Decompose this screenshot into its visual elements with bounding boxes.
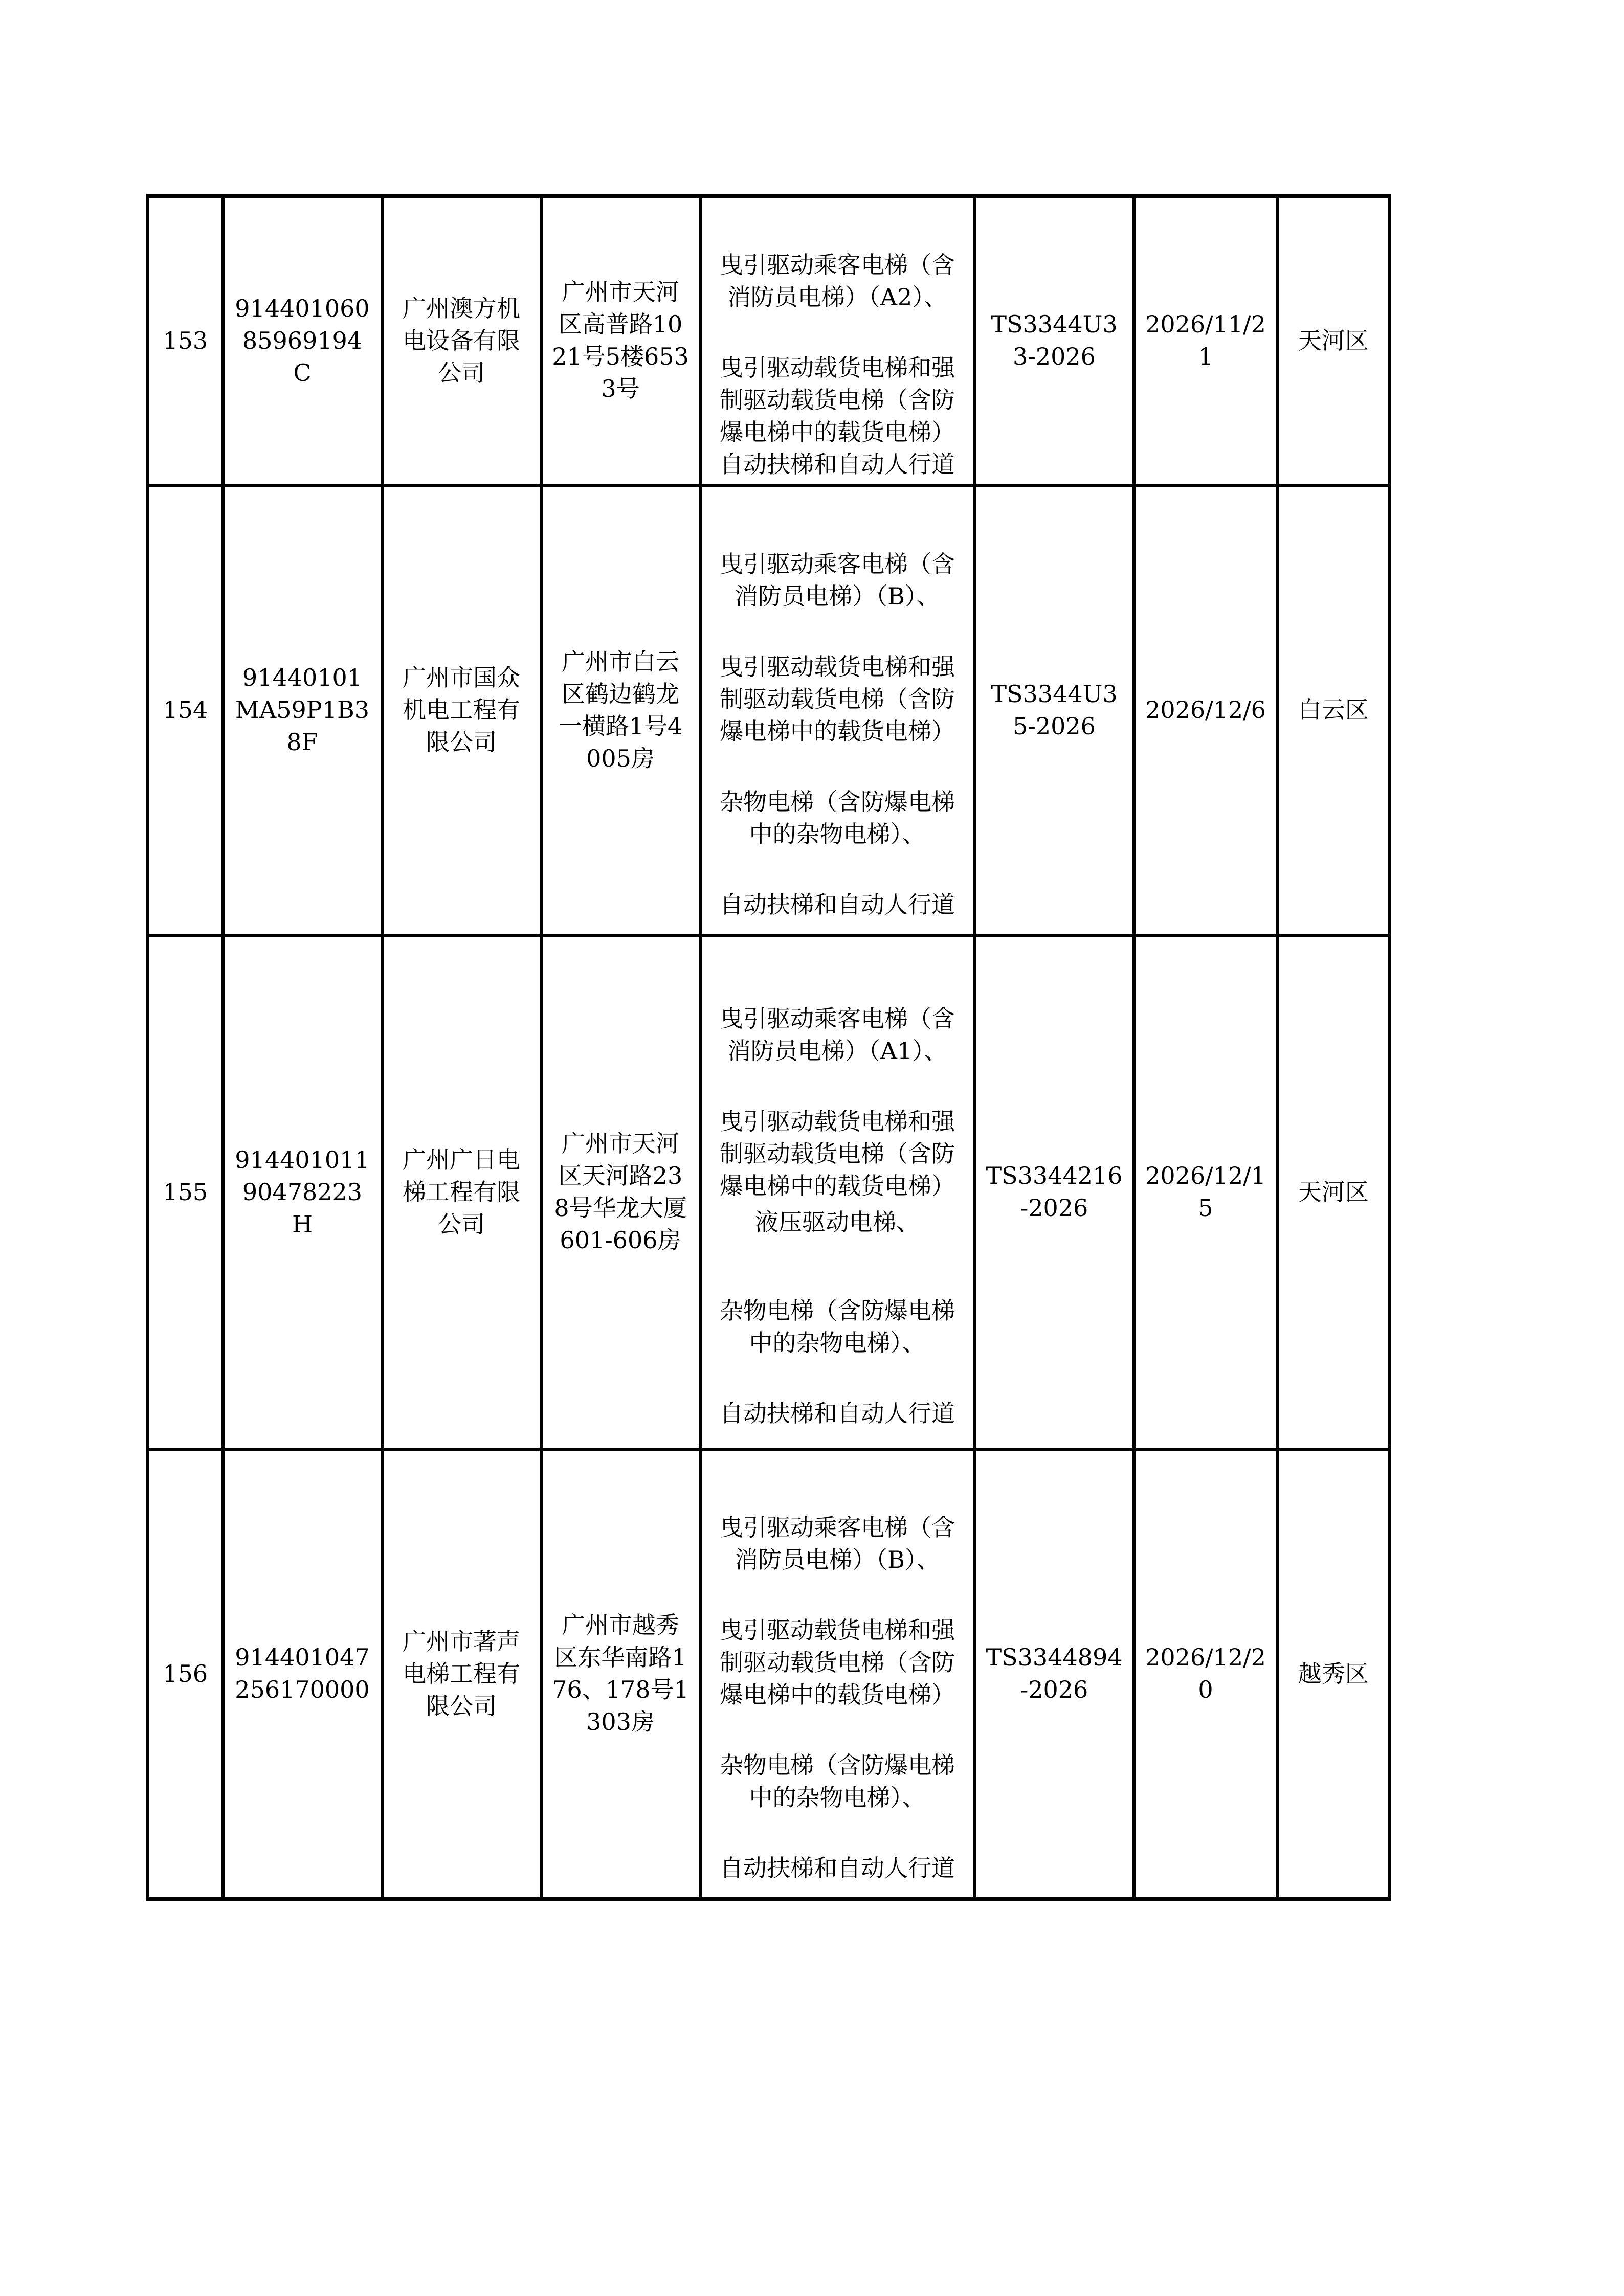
company-address: 广州市天河区高普路1021号5楼6533号 bbox=[541, 196, 700, 485]
row-number: 156 bbox=[148, 1449, 223, 1899]
expiry-date: 2026/11/21 bbox=[1134, 196, 1278, 485]
scope-item: 曳引驱动乘客电梯（含消防员电梯）（B）、 bbox=[720, 550, 955, 610]
district: 天河区 bbox=[1278, 196, 1390, 485]
license-number: TS3344U33-2026 bbox=[975, 196, 1134, 485]
expiry-date: 2026/12/6 bbox=[1134, 485, 1278, 935]
credit-code: 91440101190478223H bbox=[223, 935, 382, 1449]
license-number: TS3344216-2026 bbox=[975, 935, 1134, 1449]
expiry-date: 2026/12/20 bbox=[1134, 1449, 1278, 1899]
company-address: 广州市天河区天河路238号华龙大厦601-606房 bbox=[541, 935, 700, 1449]
scope-item: 曳引驱动载货电梯和强制驱动载货电梯（含防爆电梯中的载货电梯） bbox=[720, 1108, 955, 1200]
credit-code: 91440101MA59P1B38F bbox=[223, 485, 382, 935]
district: 白云区 bbox=[1278, 485, 1390, 935]
company-name: 广州市著声电梯工程有限公司 bbox=[382, 1449, 541, 1899]
scope-item: 杂物电梯（含防爆电梯中的杂物电梯）、 bbox=[720, 1751, 955, 1812]
scope-item: 曳引驱动乘客电梯（含消防员电梯）（A2）、 bbox=[720, 251, 955, 311]
scope-item: 自动扶梯和自动人行道 bbox=[720, 890, 955, 918]
table-body bbox=[148, 196, 1390, 1899]
license-scope bbox=[700, 1449, 975, 1899]
license-scope bbox=[700, 196, 975, 485]
company-name: 广州广日电梯工程有限公司 bbox=[382, 935, 541, 1449]
table-row bbox=[148, 935, 1390, 1449]
license-number: TS3344U35-2026 bbox=[975, 485, 1134, 935]
row-number: 155 bbox=[148, 935, 223, 1449]
license-number: TS3344894-2026 bbox=[975, 1449, 1134, 1899]
scope-item: 自动扶梯和自动人行道 bbox=[720, 1400, 955, 1427]
scope-item: 曳引驱动载货电梯和强制驱动载货电梯（含防爆电梯中的载货电梯） bbox=[720, 1616, 955, 1709]
expiry-date: 2026/12/15 bbox=[1134, 935, 1278, 1449]
table-row bbox=[148, 1449, 1390, 1899]
scope-item: 自动扶梯和自动人行道 bbox=[720, 1854, 955, 1882]
scope-item: 曳引驱动乘客电梯（含消防员电梯）（B）、 bbox=[720, 1514, 955, 1574]
credit-code: 914401047256170000 bbox=[223, 1449, 382, 1899]
license-table bbox=[146, 194, 1391, 1901]
table-row bbox=[148, 485, 1390, 935]
scope-item: 液压驱动电梯、 bbox=[755, 1208, 920, 1236]
row-number: 154 bbox=[148, 485, 223, 935]
scope-item: 杂物电梯（含防爆电梯中的杂物电梯）、 bbox=[720, 1297, 955, 1357]
scope-item: 杂物电梯（含防爆电梯中的杂物电梯）、 bbox=[720, 787, 955, 848]
license-scope bbox=[700, 935, 975, 1449]
credit-code: 91440106085969194C bbox=[223, 196, 382, 485]
company-name: 广州澳方机电设备有限公司 bbox=[382, 196, 541, 485]
company-address: 广州市越秀区东华南路176、178号1303房 bbox=[541, 1449, 700, 1899]
company-name: 广州市国众机电工程有限公司 bbox=[382, 485, 541, 935]
district: 越秀区 bbox=[1278, 1449, 1390, 1899]
row-number: 153 bbox=[148, 196, 223, 485]
scope-item: 曳引驱动乘客电梯（含消防员电梯）（A1）、 bbox=[720, 1005, 955, 1065]
license-list-page bbox=[146, 194, 1388, 1901]
district: 天河区 bbox=[1278, 935, 1390, 1449]
table-row bbox=[148, 196, 1390, 485]
license-scope bbox=[700, 485, 975, 935]
company-address: 广州市白云区鹤边鹤龙一横路1号4005房 bbox=[541, 485, 700, 935]
scope-item: 曳引驱动载货电梯和强制驱动载货电梯（含防爆电梯中的载货电梯） bbox=[720, 652, 955, 745]
scope-item: 曳引驱动载货电梯和强制驱动载货电梯（含防爆电梯中的载货电梯）自动扶梯和自动人行道 bbox=[720, 354, 955, 479]
